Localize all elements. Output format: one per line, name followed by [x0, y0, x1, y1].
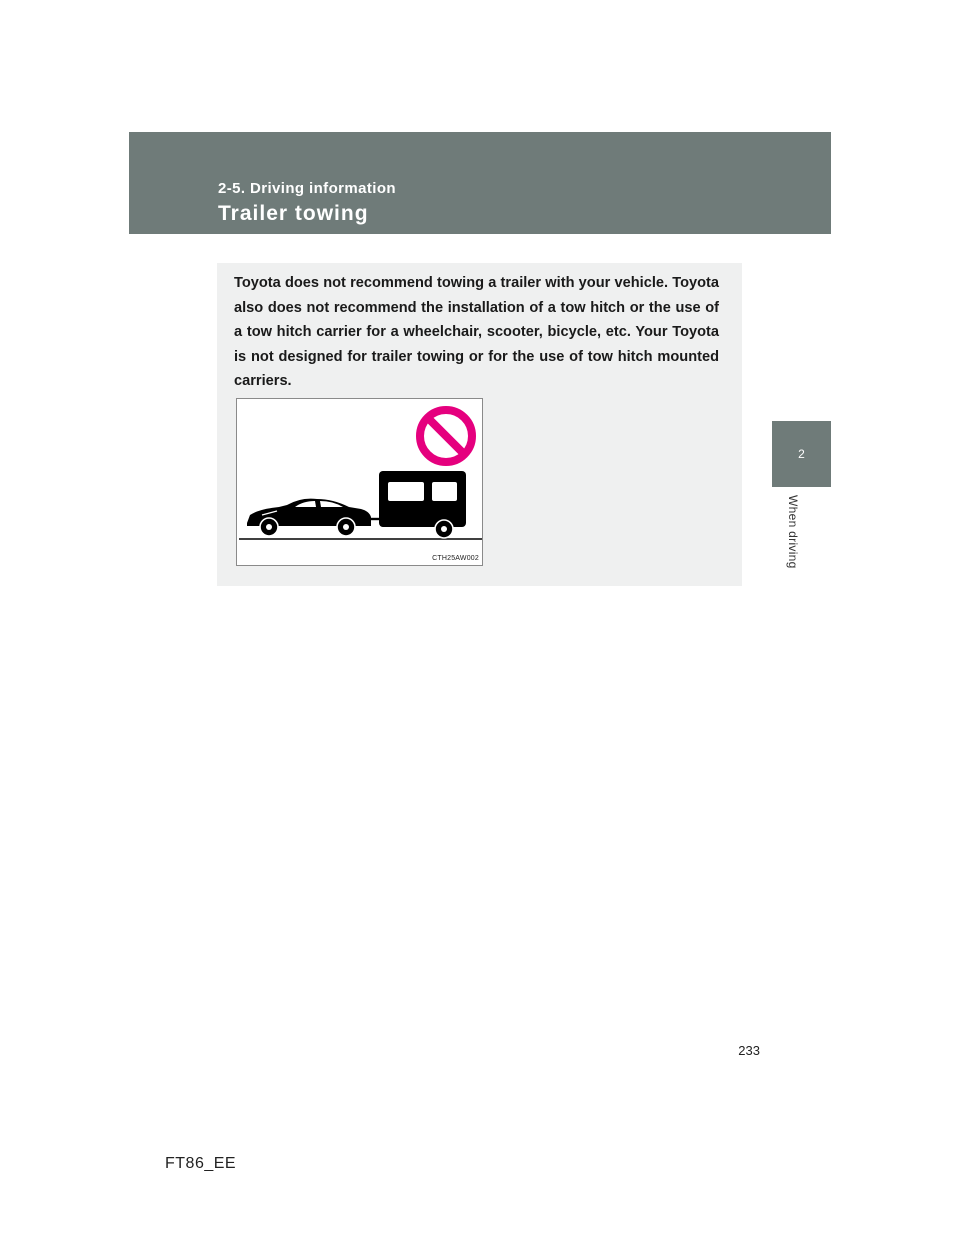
chapter-tab[interactable]: [772, 421, 831, 487]
section-label: 2-5. Driving information: [218, 180, 396, 197]
chapter-number: 2: [798, 447, 805, 461]
note-text: Toyota does not recommend towing a trailer with your vehicle. Toyota also does not recommend the installation of a tow hitch or the use of a tow hitch carrier for a wheelchair, scooter, bicycle, etc. Your Toyota is not designed for trailer towing or for the use of tow hitch mounted carriers.: [234, 275, 719, 390]
trailer-icon: [379, 471, 466, 538]
page-number: 233: [738, 1043, 760, 1058]
trailer-towing-illustration: [236, 398, 483, 566]
illustration-code: CTH25AW002: [432, 555, 479, 562]
header-band: [129, 132, 831, 234]
prohibition-sign-icon: [420, 410, 472, 462]
page-title: Trailer towing: [218, 202, 369, 225]
car-icon: [247, 499, 371, 536]
car-towing-trailer-icon: [237, 399, 484, 567]
note-box: [217, 263, 742, 586]
manual-code: FT86_EE: [165, 1155, 237, 1172]
chapter-name: When driving: [786, 495, 800, 569]
